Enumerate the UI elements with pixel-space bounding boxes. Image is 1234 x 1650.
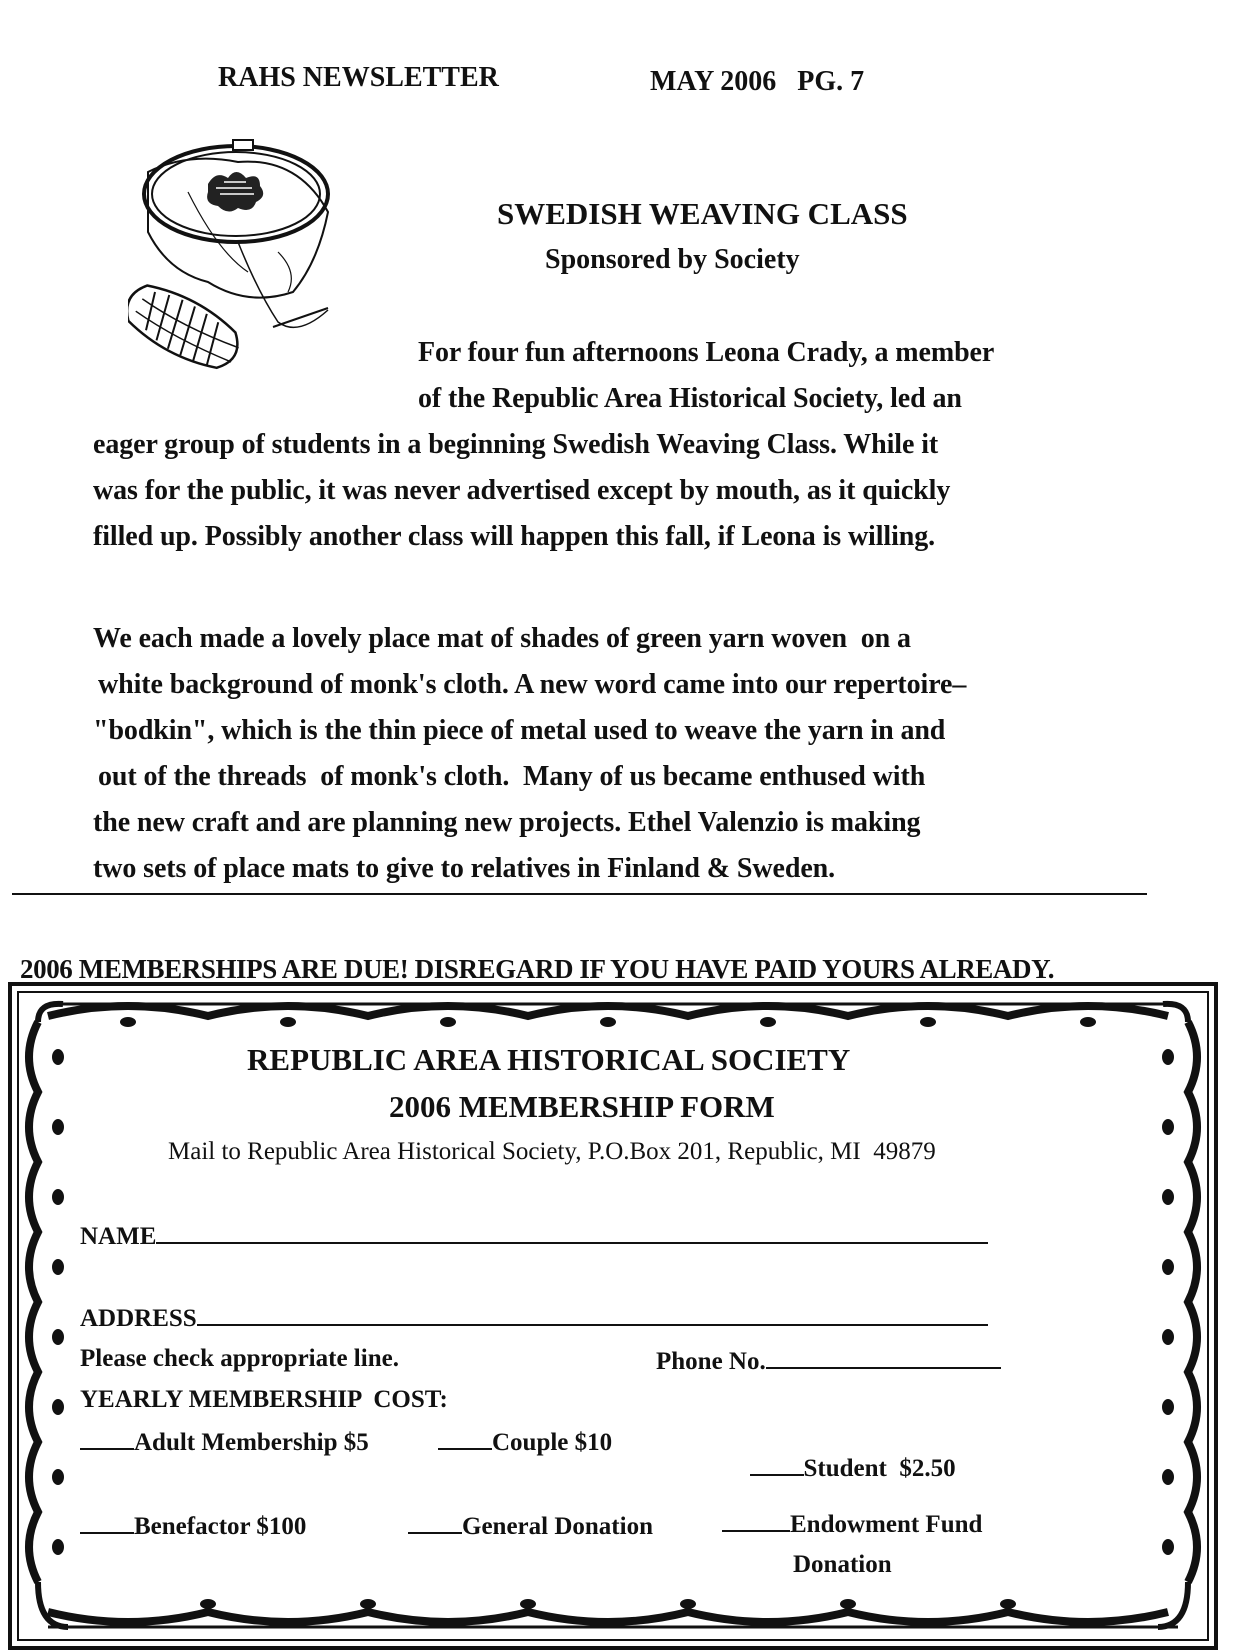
form-title: 2006 MEMBERSHIP FORM [389,1089,775,1124]
article-line: "bodkin", which is the thin piece of metal used to weave the yarn in and [93,715,946,746]
check-line[interactable] [750,1452,804,1476]
name-line[interactable] [156,1220,988,1244]
phone-line[interactable] [766,1345,1001,1369]
article-line: For four fun afternoons Leona Crady, a member [418,337,995,368]
article-line: the new craft and are planning new projects. Ethel Valenzio is making [93,807,921,838]
article-line: two sets of place mats to give to relatives in Finland & Sweden. [93,853,836,884]
name-label: NAME [80,1223,157,1250]
option-endowment[interactable] [722,1508,982,1539]
check-line[interactable] [438,1426,492,1450]
option-benefactor[interactable] [80,1510,306,1541]
address-line[interactable] [197,1302,988,1326]
article-line: filled up. Possibly another class will happen this fall, if Leona is willing. [93,521,936,552]
article-line: eager group of students in a beginning Swedish Weaving Class. While it [93,429,939,460]
option-label: General Donation [462,1513,653,1540]
option-label: Couple $10 [492,1429,613,1456]
option-label: Student $2.50 [803,1455,956,1482]
name-field[interactable] [80,1220,988,1251]
option-adult[interactable] [80,1426,369,1457]
article-line: of the Republic Area Historical Society, led an [418,383,962,414]
embroidery-hoop-illustration [128,132,348,412]
article-line: was for the public, it was never advertised except by mouth, as it quickly [93,475,951,506]
check-line[interactable] [80,1426,134,1450]
address-label: ADDRESS [80,1305,197,1332]
cost-heading: YEARLY MEMBERSHIP COST: [80,1386,448,1413]
mailing-address: Mail to Republic Area Historical Society, P.O.Box 201, Republic, MI 49879 [168,1138,936,1165]
option-label: Benefactor $100 [134,1513,307,1540]
issue-date-page: MAY 2006 PG. 7 [650,66,865,97]
check-instruction: Please check appropriate line. [80,1345,399,1372]
option-endowment-line2: Donation [793,1551,892,1578]
newsletter-name: RAHS NEWSLETTER [218,62,499,93]
phone-label: Phone No. [656,1348,766,1375]
check-line[interactable] [80,1510,134,1534]
option-general-donation[interactable] [408,1510,653,1541]
article-line: white background of monk's cloth. A new word came into our repertoire– [98,669,967,700]
form-org-title: REPUBLIC AREA HISTORICAL SOCIETY [247,1042,851,1077]
check-line[interactable] [408,1510,462,1534]
address-field[interactable] [80,1302,988,1333]
article-title: SWEDISH WEAVING CLASS [497,196,908,231]
article-subtitle: Sponsored by Society [545,244,800,275]
section-divider [12,893,1147,895]
check-line[interactable] [722,1508,790,1532]
option-label: Endowment Fund [790,1511,983,1538]
article-line: We each made a lovely place mat of shades of green yarn woven on a [93,623,911,654]
membership-notice: 2006 MEMBERSHIPS ARE DUE! DISREGARD IF YOU HAVE PAID YOURS ALREADY. [20,954,1055,984]
article-line: out of the threads of monk's cloth. Many of us became enthused with [98,761,926,792]
option-couple[interactable] [438,1426,612,1457]
option-label: Adult Membership $5 [134,1429,369,1456]
option-student[interactable] [737,1424,956,1483]
phone-field[interactable] [656,1345,1001,1376]
